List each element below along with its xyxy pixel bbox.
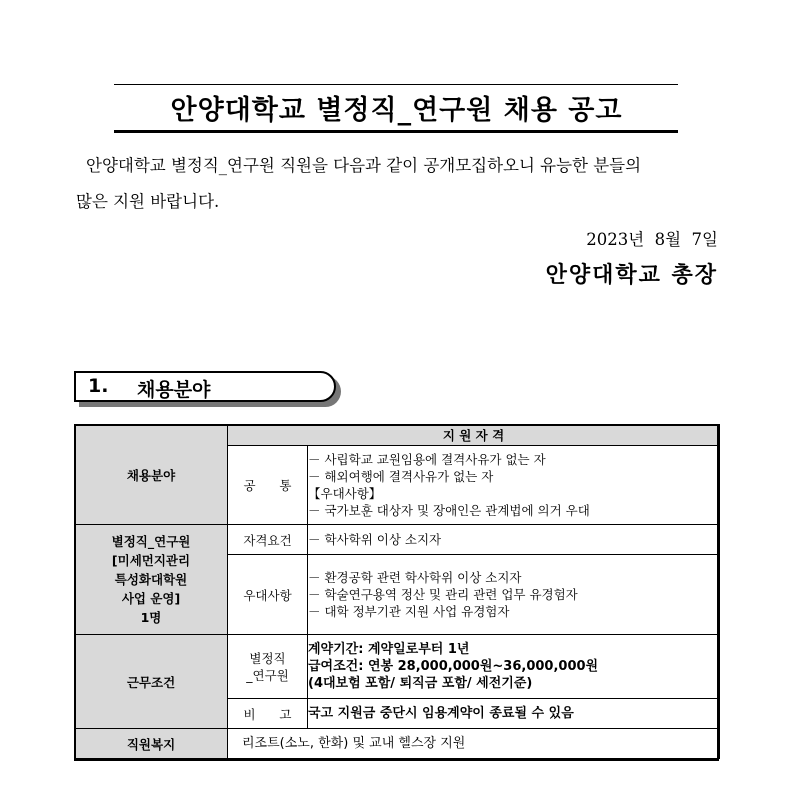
field-label-cell — [75, 425, 228, 525]
title-bottom-rule — [114, 130, 678, 133]
work-sub-label-cell — [228, 635, 308, 699]
work-sub-label: _연구원 — [246, 667, 289, 683]
title-top-rule — [114, 84, 678, 85]
welfare-label-cell — [75, 729, 228, 759]
position-line: 1명 — [140, 610, 162, 625]
requirement-label-cell — [228, 525, 308, 555]
requirement-text: － 학사학위 이상 소지자 — [308, 532, 442, 547]
welfare-content — [228, 729, 720, 759]
preference-line: － 대학 정부기관 지원 사업 유경험자 — [308, 604, 510, 619]
section-title: 채용분야 — [137, 379, 211, 401]
common-label: 공 통 — [243, 478, 292, 493]
qualification-header-text: 지 원 자 격 — [442, 428, 505, 443]
work-label: 근무조건 — [126, 674, 176, 690]
qualification-header — [228, 425, 720, 446]
work-sub-label: 별정직 — [249, 650, 286, 666]
common-label-cell — [228, 446, 308, 525]
intro-line-2: 많은 지원 바랍니다. — [76, 192, 220, 211]
common-line: － 국가보훈 대상자 및 장애인은 관계법에 의거 우대 — [308, 503, 590, 518]
requirement-content — [308, 525, 720, 555]
note-content — [308, 699, 720, 729]
work-content — [308, 635, 720, 699]
field-label: 채용분야 — [126, 467, 176, 483]
preference-label: 우대사항 — [243, 587, 292, 603]
position-line: [미세먼지관리 — [111, 553, 191, 568]
common-line: － 해외여행에 결격사유가 없는 자 — [308, 469, 494, 484]
preference-line: － 학술연구용역 정산 및 관리 관련 업무 유경험자 — [308, 587, 578, 602]
work-label-cell — [75, 635, 228, 729]
welfare-label: 직원복지 — [126, 736, 176, 752]
announcement-date: 2023년 8월 7일 — [586, 230, 718, 249]
position-cell — [75, 525, 228, 635]
common-line: － 사립학교 교원임용에 결격사유가 없는 자 — [308, 452, 546, 467]
preference-label-cell — [228, 555, 308, 635]
signature: 안양대학교 총장 — [545, 262, 718, 288]
work-line: 계약기간: 계약일로부터 1년 — [308, 642, 470, 657]
note-label-cell — [228, 699, 308, 729]
preference-line: － 환경공학 관련 학사학위 이상 소지자 — [308, 570, 522, 585]
preference-content — [308, 555, 720, 635]
common-line: 【우대사항】 — [308, 486, 382, 501]
work-line: 급여조건: 연봉 28,000,000원~36,000,000원 — [308, 659, 599, 674]
position-line: 별정직_연구원 — [111, 534, 191, 549]
intro-line-1: 안양대학교 별정직_연구원 직원을 다음과 같이 공개모집하오니 유능한 분들의 — [86, 156, 642, 175]
position-line: 특성화대학원 — [114, 572, 188, 587]
note-text: 국고 지원금 중단시 임용계약이 종료될 수 있음 — [308, 706, 574, 721]
position-line: 사업 운영] — [121, 591, 181, 606]
note-label: 비 고 — [243, 706, 292, 722]
recruitment-table — [74, 424, 720, 759]
section-number: 1. — [88, 375, 109, 397]
work-line: (4대보험 포함/ 퇴직금 포함/ 세전기준) — [308, 676, 533, 691]
page-title: 안양대학교 별정직_연구원 채용 공고 — [170, 95, 623, 126]
welfare-text: 리조트(소노, 한화) 및 교내 헬스장 지원 — [242, 736, 466, 751]
requirement-label: 자격요건 — [243, 532, 292, 548]
common-content — [308, 446, 720, 525]
